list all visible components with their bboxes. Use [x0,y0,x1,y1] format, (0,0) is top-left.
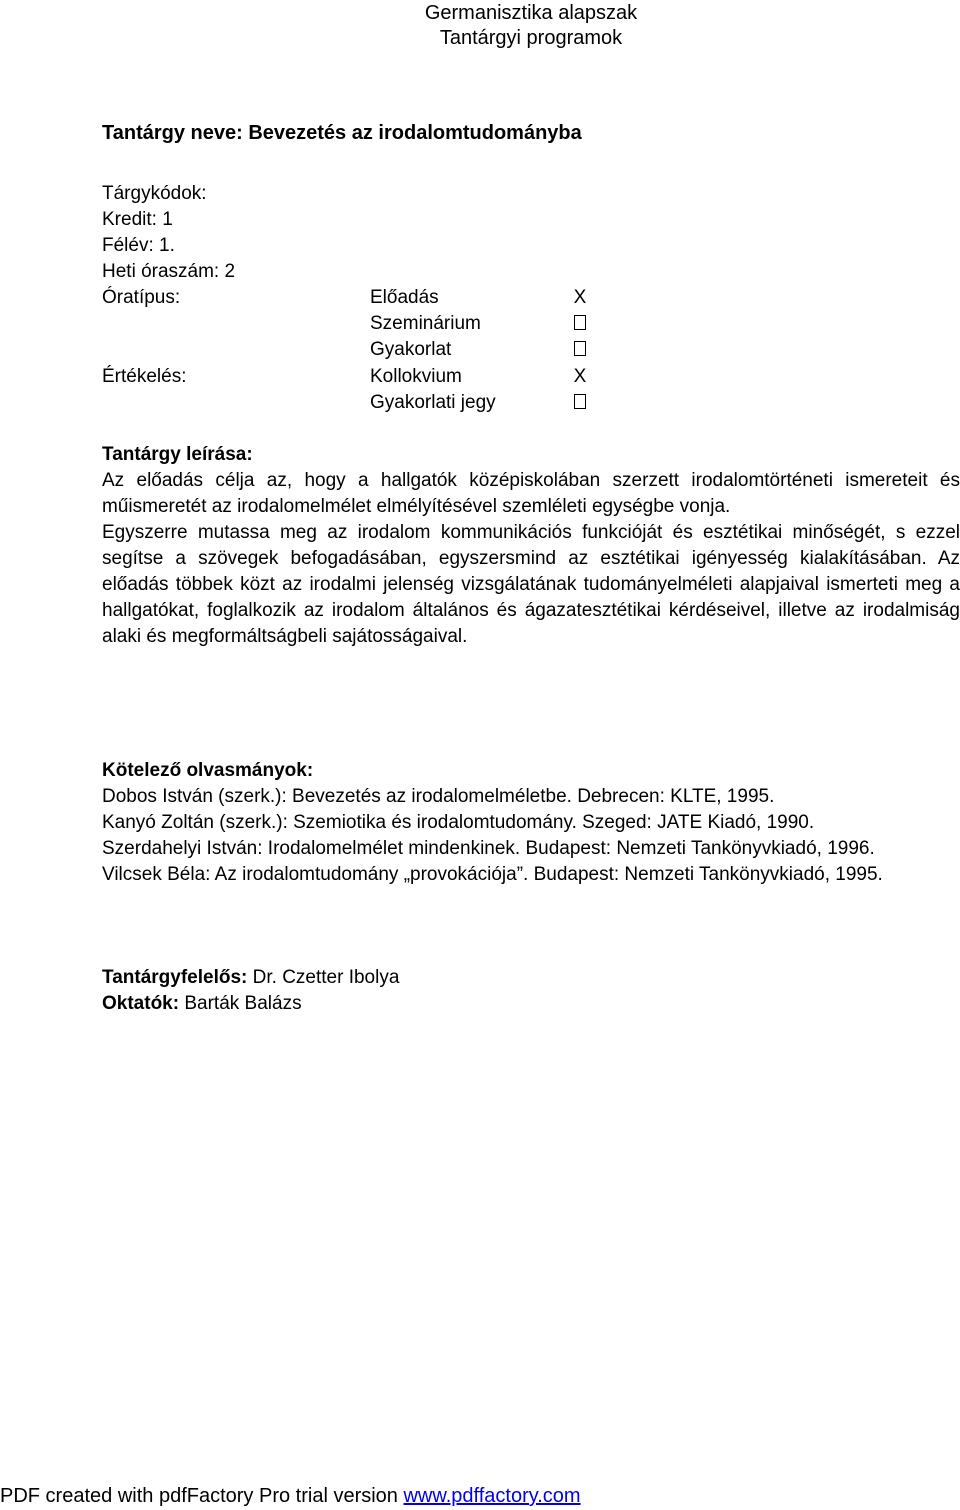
checkbox-empty-icon [568,390,592,416]
description-body [102,468,960,650]
class-type-lecture: Előadás [370,287,439,308]
class-type-lecture-mark: X [573,287,587,308]
checkbox-empty-icon [568,311,592,337]
description-paragraph: Egyszerre mutassa meg az irodalom kommunikációs funkcióját és esztétikai minőségét, s ezzel segítse a szövegek befogadásában, egyszersmind az esztétikai igényesség kialakításában. Az előadás többek közt az irodalmi jelenség vizsgálatának tudományelméleti alapjaival ismerteti meg a hallgatókat, foglalkozik az irodalom általános és ágazatesztétikai kérdéseivel, illetve az irodalmiság alaki és megformáltságbeli sajátosságaival. [102,522,960,647]
evaluation-colloquium-mark: X [573,366,587,387]
evaluation-label: Értékelés: [102,366,187,387]
instructors-name: Barták Balázs [179,993,302,1014]
description-heading: Tantárgy leírása: [102,444,253,465]
evaluation-colloquium: Kollokvium [370,366,462,387]
reading-item: Vilcsek Béla: Az irodalomtudomány „provokációja”. Budapest: Nemzeti Tankönyvkiadó, 1995. [102,864,883,885]
readings-list [102,784,960,888]
evaluation-practical-grade: Gyakorlati jegy [370,392,496,413]
header-program: Germanisztika alapszak [424,2,638,24]
responsible-name: Dr. Czetter Ibolya [247,967,400,988]
class-type-label: Óratípus: [102,287,181,308]
responsible-label: Tantárgyfelelős: [102,967,248,988]
readings-heading: Kötelező olvasmányok: [102,760,314,781]
subject-code: Tárgykódok: [102,183,207,204]
class-type-practice: Gyakorlat [370,339,452,360]
reading-item: Szerdahelyi István: Irodalomelmélet mindenkinek. Budapest: Nemzeti Tankönyvkiadó, 1996. [102,838,875,859]
description-paragraph: Az előadás célja az, hogy a hallgatók középiskolában szerzett irodalomtörténeti ismereteit és műismeretét az irodalomelmélet elmélyítésével szemléleti egységbe vonja. [102,470,960,517]
instructors-line [102,991,302,1017]
responsible-line [102,965,399,991]
checkbox-empty-icon [568,337,592,363]
instructors-label: Oktatók: [102,993,180,1014]
reading-item: Kanyó Zoltán (szerk.): Szemiotika és irodalomtudomány. Szeged: JATE Kiadó, 1990. [102,812,815,833]
weekly-hours: Heti óraszám: 2 [102,261,236,282]
footer-link[interactable]: www.pdffactory.com [403,1485,581,1507]
subject-title: Tantárgy neve: Bevezetés az irodalomtudományba [102,122,582,144]
header-subtitle: Tantárgyi programok [439,27,623,49]
pdf-footer [0,1483,581,1509]
credit: Kredit: 1 [102,209,173,230]
class-type-seminar: Szeminárium [370,313,481,334]
semester: Félév: 1. [102,235,175,256]
reading-item: Dobos István (szerk.): Bevezetés az irodalomelméletbe. Debrecen: KLTE, 1995. [102,786,775,807]
footer-text: PDF created with pdfFactory Pro trial version [0,1485,404,1507]
